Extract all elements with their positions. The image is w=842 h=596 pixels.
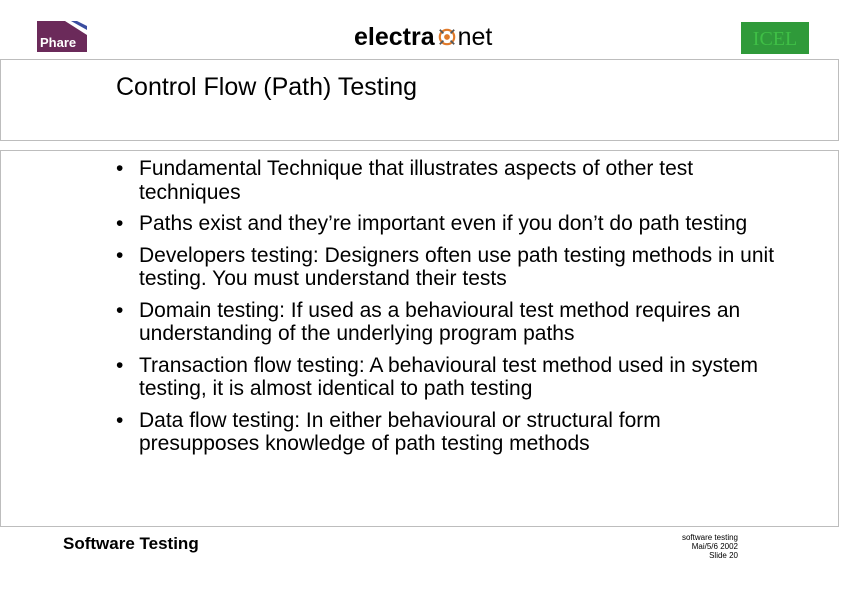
bullet-icon: •	[116, 408, 124, 432]
footer-slide-number: Slide 20	[709, 551, 738, 560]
bullet-icon: •	[116, 212, 124, 235]
bullet-item	[116, 157, 776, 204]
footer-meta	[682, 533, 738, 560]
bullet-text: Domain testing: If used as a behavioural test method requires an understanding of the underlying program paths	[139, 298, 741, 345]
electranet-mark-icon	[438, 28, 456, 46]
footer-course-title: Software Testing	[63, 534, 199, 553]
bullet-item	[116, 354, 776, 401]
slide-title: Control Flow (Path) Testing	[116, 73, 418, 101]
bullet-icon: •	[116, 353, 124, 377]
bullet-icon: •	[116, 157, 124, 180]
icel-logo: ICEL	[741, 22, 809, 54]
bullet-text: Data flow testing: In either behavioural or structural form presupposes knowledge of path testing methods	[139, 408, 661, 455]
electranet-logo-light: net	[457, 23, 493, 51]
footer-meta-date: Mai/5/6 2002	[691, 542, 738, 551]
phare-stripes-icon	[61, 21, 87, 35]
bullet-item	[116, 409, 776, 456]
bullet-text: Paths exist and they’re important even if you don’t do path testing	[139, 212, 748, 235]
bullet-icon: •	[116, 298, 124, 322]
phare-logo-text: Phare	[40, 35, 77, 50]
bullet-text: Fundamental Technique that illustrates aspects of other test techniques	[139, 157, 694, 204]
footer-meta-line: software testing	[681, 533, 738, 542]
bullet-item	[116, 244, 776, 291]
content-panel	[0, 150, 839, 527]
phare-logo	[37, 21, 87, 52]
bullet-text: Transaction flow testing: A behavioural test method used in system testing, it is almost identical to path testing	[139, 353, 759, 400]
bullet-item	[116, 299, 776, 346]
electranet-logo-bold: electra	[354, 23, 435, 51]
bullet-item	[116, 212, 776, 236]
bullet-text: Developers testing: Designers often use path testing methods in unit testing. You must understand their tests	[139, 243, 775, 290]
bullet-icon: •	[116, 243, 124, 267]
electranet-logo	[354, 22, 492, 52]
title-panel	[0, 59, 839, 141]
bullet-list	[116, 157, 776, 464]
